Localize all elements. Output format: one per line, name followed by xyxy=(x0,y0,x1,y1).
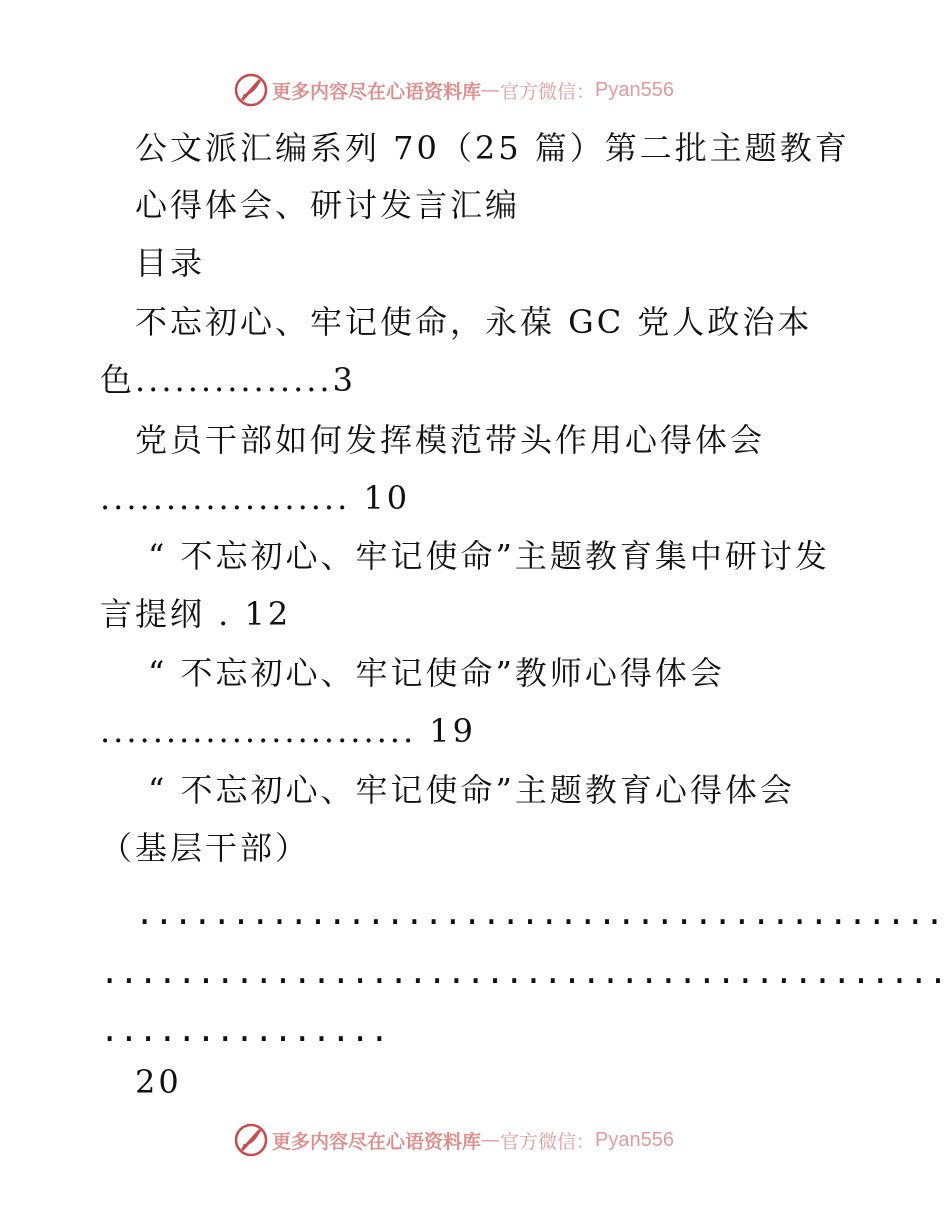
toc-entry-3-title: “ 不忘初心、牢记使命”主题教育集中研讨发 xyxy=(148,537,830,575)
watermark-wechat-label: 官方微信： xyxy=(500,80,596,103)
toc-entry-5-leader-1: .......................................... xyxy=(135,894,945,932)
watermark-banner-bottom xyxy=(234,1122,674,1158)
quill-logo-icon xyxy=(234,73,268,107)
watermark-text: 更多内容尽在心语资料库 xyxy=(272,1130,482,1153)
toc-entry-5-subtitle: （基层干部） xyxy=(100,829,311,867)
doc-title-line2: 心得体会、研讨发言汇编 xyxy=(135,186,521,224)
toc-entry-4-leader: ........................ 19 xyxy=(100,712,477,750)
watermark-wechat-label: 官方微信： xyxy=(500,1130,596,1153)
watermark-separator: — xyxy=(481,79,501,101)
watermark-separator: — xyxy=(481,1129,501,1151)
toc-entry-5-page: 20 xyxy=(135,1063,182,1101)
toc-entry-1-title: 不忘初心、牢记使命，永葆 GC 党人政治本 xyxy=(135,303,813,341)
watermark-text: 更多内容尽在心语资料库 xyxy=(272,80,482,103)
toc-entry-5-leader-2: ............................................ xyxy=(100,953,948,991)
watermark-wechat-id: Pyan556 xyxy=(595,78,674,101)
watermark-wechat-id: Pyan556 xyxy=(595,1128,674,1151)
toc-entry-1-leader: 色...............3 xyxy=(100,361,356,399)
quill-logo-icon xyxy=(234,1123,268,1157)
toc-entry-2-leader: ................... 10 xyxy=(100,479,411,517)
toc-entry-5-title: “ 不忘初心、牢记使命”主题教育心得体会 xyxy=(148,771,795,809)
toc-entry-2-title: 党员干部如何发挥模范带头作用心得体会 xyxy=(135,421,766,459)
toc-entry-4-title: “ 不忘初心、牢记使命”教师心得体会 xyxy=(148,654,725,692)
toc-heading: 目录 xyxy=(135,244,206,282)
toc-entry-3-leader: 言提纲 . 12 xyxy=(100,595,292,633)
watermark-banner-top xyxy=(234,72,674,108)
doc-title-line1: 公文派汇编系列 70（25 篇）第二批主题教育 xyxy=(135,129,850,167)
toc-entry-5-leader-3: ............... xyxy=(100,1011,389,1049)
